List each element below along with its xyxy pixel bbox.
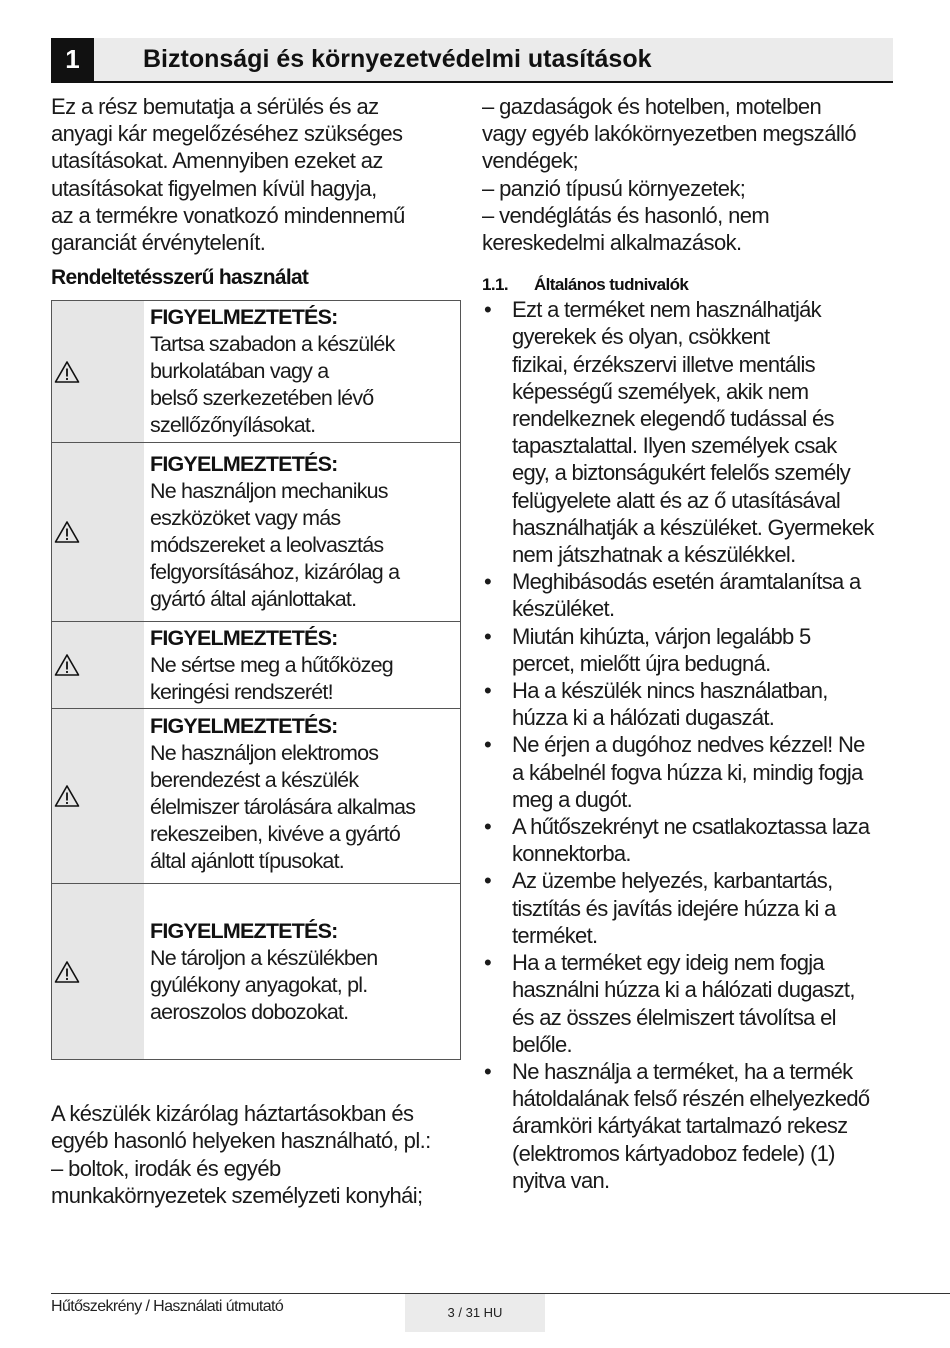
general-info-list — [482, 296, 902, 1194]
warning-icon-cell — [52, 709, 144, 883]
warning-text: Tartsa szabadon a készülék burkolatában vagy a belső szerkezetében lévő szellőzőnyílásokat. — [150, 332, 395, 438]
bullet-icon: • — [484, 732, 492, 758]
list-item — [482, 296, 902, 568]
list-item — [482, 1058, 902, 1194]
list-item-text: Ha a terméket egy ideig nem fogja használni húzza ki a hálózati dugaszt, és az összes élelmiszert távolítsa el belőle. — [512, 950, 855, 1057]
warning-triangle-icon — [54, 960, 80, 984]
warning-text-cell — [144, 443, 460, 621]
warning-icon-cell — [52, 443, 144, 621]
warning-row — [52, 622, 460, 709]
warning-row — [52, 301, 460, 443]
list-item-text: Ne használja a terméket, ha a termék hátoldalának felső részén elhelyezkedő áramköri kártyákat tartalmazó rekesz (elektromos kártyadoboz fedele) (1) nyitva van. — [512, 1058, 870, 1193]
list-item-text: A hűtőszekrényt ne csatlakoztassa laza konnektorba. — [512, 814, 870, 867]
bullet-icon: • — [484, 950, 492, 976]
warning-title: FIGYELMEZTETÉS: — [150, 625, 338, 650]
list-item — [482, 731, 902, 813]
bullet-icon: • — [484, 868, 492, 894]
warning-icon-cell — [52, 884, 144, 1059]
section-heading — [482, 274, 902, 296]
bullet-icon: • — [484, 1058, 492, 1084]
warning-row — [52, 443, 460, 622]
list-item-text: Ne érjen a dugóhoz nedves kézzel! Ne a kábelnél fogva húzza ki, mindig fogja meg a dugót. — [512, 732, 865, 812]
bullet-icon: • — [484, 297, 492, 323]
list-item — [482, 867, 902, 949]
warning-row — [52, 709, 460, 884]
right-column — [482, 93, 902, 1194]
warning-triangle-icon — [54, 520, 80, 544]
warning-text: Ne használjon mechanikus eszközöket vagy más módszereket a leolvasztás felgyorsításához, kizárólag a gyártó által ajánlottakat. — [150, 479, 400, 612]
warning-text-cell — [144, 709, 460, 883]
warning-text-cell — [144, 884, 460, 1059]
warning-title: FIGYELMEZTETÉS: — [150, 714, 338, 739]
list-item — [482, 949, 902, 1058]
bullet-icon: • — [484, 814, 492, 840]
list-item-text: Ezt a terméket nem használhatják gyerekek és olyan, csökkent fizikai, érzékszervi illetve mentális képességű személyek, akik nem rendelkeznek elegendő tudással és tapasztalattal. Ilyen személyek csak egy, a biztonságukért felelős személy felügyelete alatt és az ő utasításával használhatják a készüléket. Gyermekek nem játszhatnak a készülékkel. — [512, 297, 874, 568]
warning-text-cell — [144, 301, 460, 442]
warnings-table — [51, 300, 461, 1060]
intended-use-heading: Rendeltetésszerű használat — [51, 266, 309, 290]
chapter-number: 1 — [51, 38, 94, 81]
usage-paragraph: A készülék kizárólag háztartásokban és egyéb hasonló helyeken használható, pl.: – boltok, irodák és egyéb munkakörnyezetek személyzeti konyhái; — [51, 1101, 431, 1208]
list-item — [482, 623, 902, 677]
list-item-text: Meghibásodás esetén áramtalanítsa a készüléket. — [512, 569, 861, 622]
warning-triangle-icon — [54, 784, 80, 808]
left-column — [51, 93, 461, 1209]
header-rule — [51, 81, 893, 83]
warning-triangle-icon — [54, 653, 80, 677]
warning-row — [52, 884, 460, 1059]
section-number: 1.1. — [482, 275, 508, 295]
footer-doc-title: Hűtőszekrény / Használati útmutató — [51, 1298, 284, 1315]
warning-text-cell — [144, 622, 460, 708]
bullet-icon: • — [484, 678, 492, 704]
list-item-text: Miután kihúzta, várjon legalább 5 percet, mielőtt újra bedugná. — [512, 623, 811, 676]
warning-icon-cell — [52, 622, 144, 708]
bullet-icon: • — [484, 623, 492, 649]
list-item — [482, 568, 902, 622]
page-number: 3 / 31 HU — [405, 1294, 545, 1332]
warning-icon-cell — [52, 301, 144, 442]
warning-title: FIGYELMEZTETÉS: — [150, 452, 338, 477]
warning-title: FIGYELMEZTETÉS: — [150, 918, 338, 943]
usage-continuation: – gazdaságok és hotelben, motelben vagy egyéb lakókörnyezetben megszálló vendégek; – panzió típusú környezetek; – vendéglátás és hasonló, nem kereskedelmi alkalmazások. — [482, 94, 857, 256]
warning-title: FIGYELMEZTETÉS: — [150, 305, 338, 330]
list-item-text: Ha a készülék nincs használatban, húzza ki a hálózati dugaszát. — [512, 678, 828, 731]
bullet-icon: • — [484, 569, 492, 595]
warning-triangle-icon — [54, 360, 80, 384]
section-title: Általános tudnivalók — [534, 275, 689, 295]
warning-text: Ne használjon elektromos berendezést a készülék élelmiszer tárolására alkalmas rekeszeiben, kivéve a gyártó által ajánlott típusokat. — [150, 741, 416, 874]
warning-text: Ne tároljon a készülékben gyúlékony anyagokat, pl. aeroszolos dobozokat. — [150, 945, 378, 1024]
list-item — [482, 813, 902, 867]
warning-text: Ne sértse meg a hűtőközeg keringési rendszerét! — [150, 652, 393, 704]
list-item-text: Az üzembe helyezés, karbantartás, tisztítás és javítás idejére húzza ki a terméket. — [512, 868, 836, 948]
intro-paragraph: Ez a rész bemutatja a sérülés és az anyagi kár megelőzéséhez szükséges utasításokat. Amennyiben ezeket az utasításokat figyelmen kívül hagyja, az a termékre vonatkozó mindennemű garanciát érvénytelenít. — [51, 94, 405, 256]
list-item — [482, 677, 902, 731]
chapter-title: Biztonsági és környezetvédelmi utasítások — [143, 45, 652, 73]
